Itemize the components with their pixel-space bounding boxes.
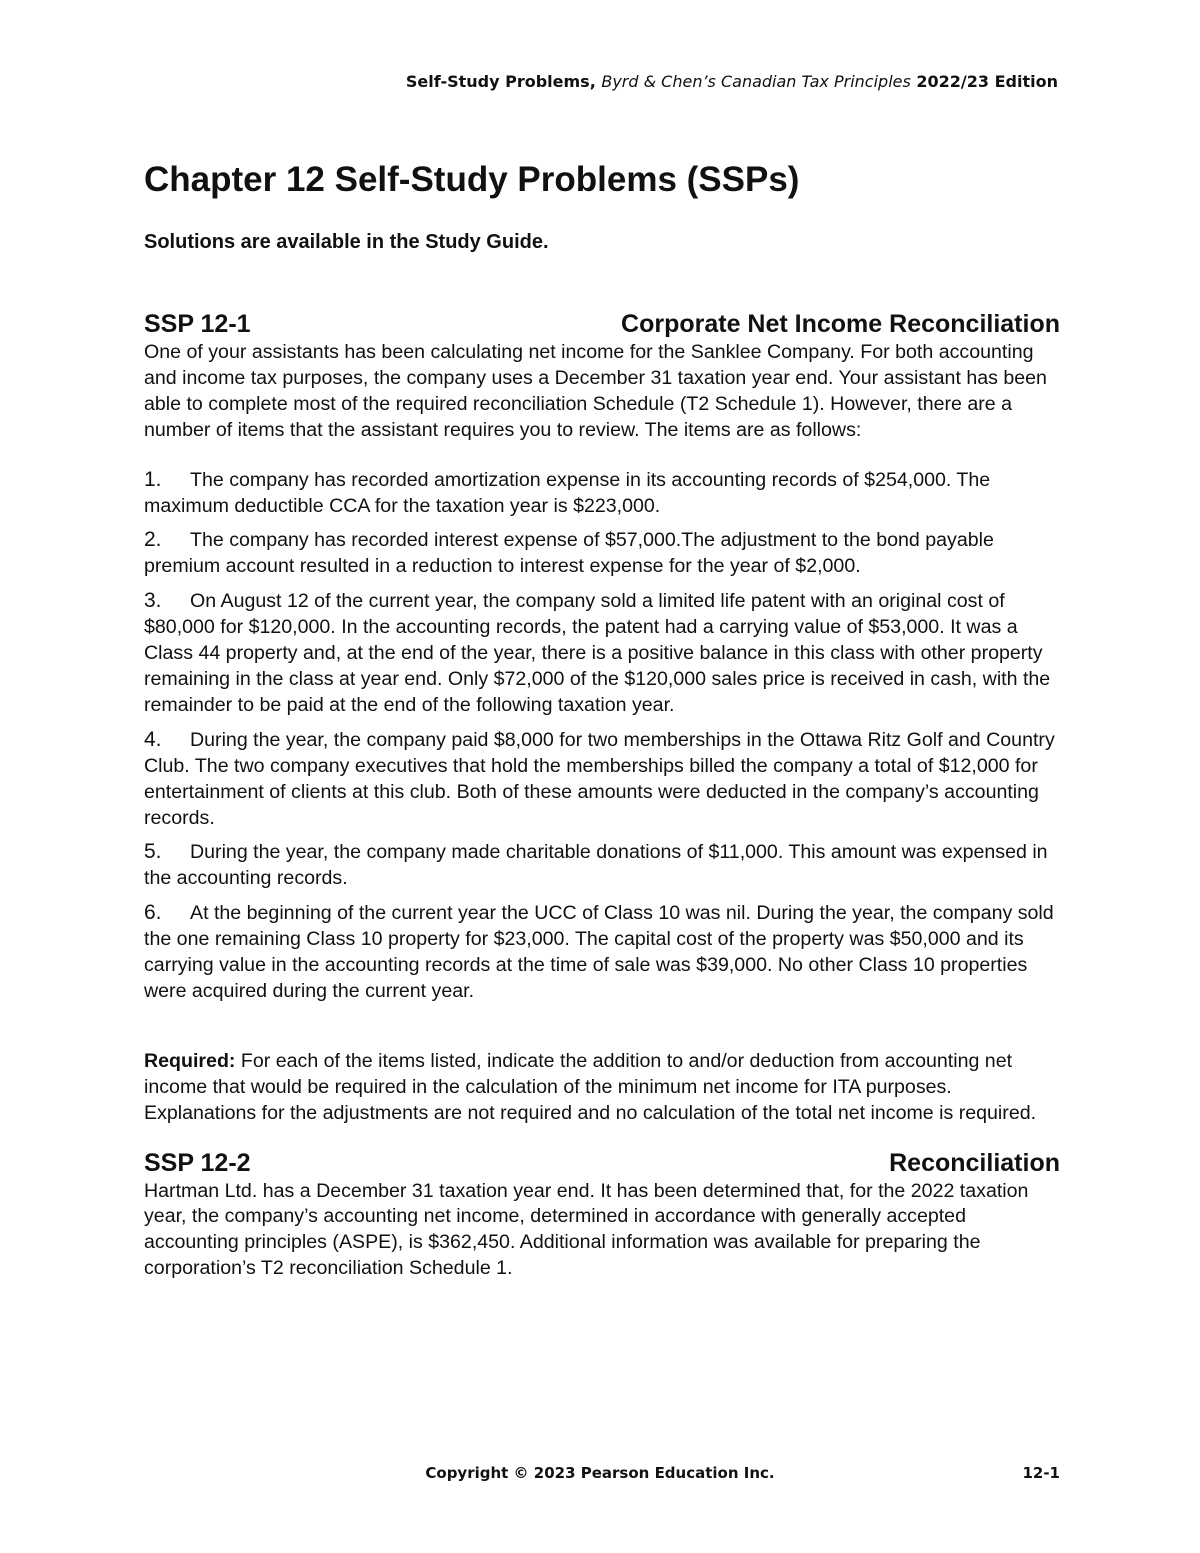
list-item bbox=[144, 467, 1060, 520]
ssp-12-1-title: Corporate Net Income Reconciliation bbox=[621, 310, 1060, 338]
page-title: Chapter 12 Self-Study Problems (SSPs) bbox=[144, 160, 800, 199]
item-number: 2. bbox=[144, 528, 162, 552]
item-number: 4. bbox=[144, 727, 162, 751]
item-number: 6. bbox=[144, 901, 162, 925]
item-text: At the beginning of the current year the UCC of Class 10 was nil. During the year, the company sold the one remaining Class 10 property for $23,000. The capital cost of the property was $50,000 and its carrying value in the accounting records at the time of sale was $39,000. No other Class 10 properties were acquired during the current year. bbox=[144, 902, 1054, 1002]
ssp-12-2-heading bbox=[144, 1148, 1060, 1179]
copyright-text: Copyright © 2023 Pearson Education Inc. bbox=[425, 1464, 775, 1482]
item-text: The company has recorded interest expense of $57,000.The adjustment to the bond payable premium account resulted in a reduction to interest expense for the year of $2,000. bbox=[144, 529, 994, 578]
item-text: The company has recorded amortization expense in its accounting records of $254,000. The maximum deductible CCA for the taxation year is $223,000. bbox=[144, 468, 991, 517]
item-text: During the year, the company made charitable donations of $11,000. This amount was expensed in the accounting records. bbox=[144, 841, 1048, 890]
ssp-12-2-title: Reconciliation bbox=[889, 1148, 1060, 1177]
header-book-title: Byrd & Chen’s Canadian Tax Principles bbox=[601, 72, 911, 91]
item-number: 1. bbox=[144, 467, 162, 491]
list-item bbox=[144, 839, 1060, 892]
ssp-12-2-intro: Hartman Ltd. has a December 31 taxation year end. It has been determined that, for the 2022 taxation year, the company’s accounting net income, determined in accordance with generally accepted accounting principles (ASPE), is $362,450. Additional information was available for preparing the corporation’s T2 reconciliation Schedule 1. bbox=[144, 1179, 1029, 1280]
header-edition: 2022/23 Edition bbox=[910, 72, 1058, 91]
item-number: 3. bbox=[144, 589, 162, 613]
item-text: On August 12 of the current year, the company sold a limited life patent with an original cost of $80,000 for $120,000. In the accounting records, the patent had a carrying value of $53,000. It was a Class 44 property and, at the end of the year, there is a positive balance in this class with other property remaining in the class at year end. Only $72,000 of the $120,000 sales price is received in cash, with the remainder to be paid at the end of the following taxation year. bbox=[144, 590, 1051, 716]
list-item bbox=[144, 900, 1060, 1005]
page-number: 12-1 bbox=[1022, 1464, 1060, 1482]
ssp-12-1-required bbox=[144, 1049, 1060, 1127]
ssp-12-1-heading bbox=[144, 309, 1060, 340]
list-item bbox=[144, 727, 1060, 832]
header-prefix: Self-Study Problems, bbox=[405, 72, 602, 91]
required-label: Required: bbox=[144, 1049, 236, 1072]
item-number: 5. bbox=[144, 840, 162, 864]
list-item bbox=[144, 527, 1060, 580]
list-item bbox=[144, 588, 1060, 719]
ssp-12-1-intro: One of your assistants has been calculating net income for the Sanklee Company. For both accounting and income tax purposes, the company uses a December 31 taxation year end. Your assistant has been able to complete most of the required reconciliation Schedule (T2 Schedule 1). However, there are a number of items that the assistant requires you to review. The items are as follows: bbox=[144, 341, 1047, 441]
ssp-12-1-id: SSP 12-1 bbox=[144, 310, 251, 338]
required-text: For each of the items listed, indicate the addition to and/or deduction from accounting net income that would be required in the calculation of the minimum net income for ITA purposes. Explanations for the adjustments are not required and no calculation of the total net income is required. bbox=[144, 1049, 1037, 1124]
ssp-12-2-id: SSP 12-2 bbox=[144, 1148, 251, 1177]
page-content bbox=[144, 157, 1060, 1282]
page-subtitle: Solutions are available in the Study Guide. bbox=[144, 231, 549, 253]
running-header bbox=[406, 72, 1058, 91]
item-text: During the year, the company paid $8,000 for two memberships in the Ottawa Ritz Golf and Country Club. The two company executives that hold the memberships billed the company a total of $12,000 for entertainment of clients at this club. Both of these amounts were deducted in the company’s accounting records. bbox=[144, 728, 1055, 829]
ssp-12-1-items bbox=[144, 467, 1060, 1005]
